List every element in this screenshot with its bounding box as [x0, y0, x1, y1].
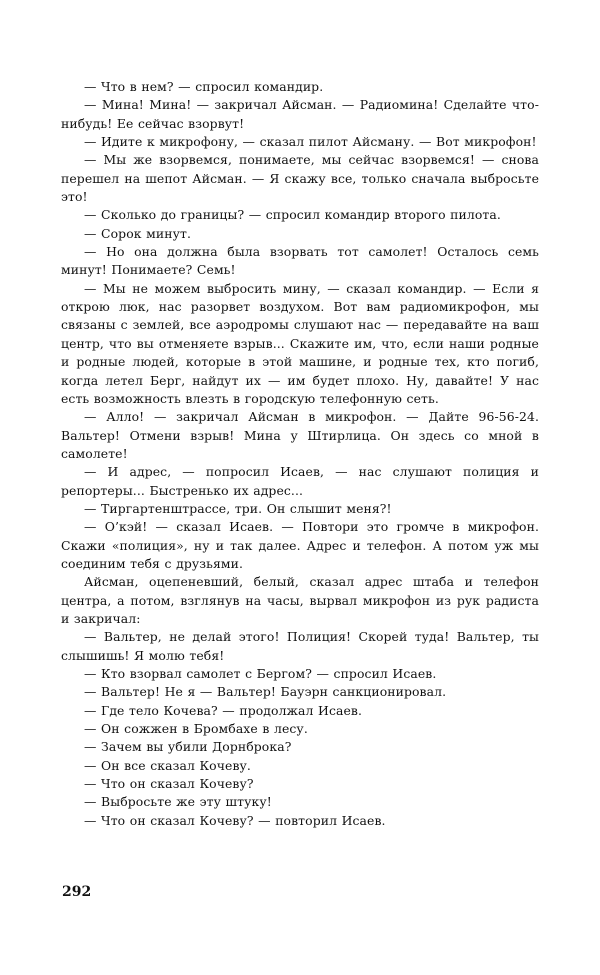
paragraph: — Что он сказал Кочеву?	[84, 776, 254, 792]
paragraph: — Выбросьте же эту штуку!	[84, 794, 272, 810]
page-number: 292	[62, 884, 92, 900]
paragraph: — Где тело Кочева? — продолжал Исаев.	[84, 702, 363, 718]
paragraph: — Он все сказал Кочеву.	[84, 757, 251, 773]
paragraph: — Зачем вы убили Дорнброка?	[84, 739, 292, 755]
paragraph: — Что в нем? — спросил командир.	[84, 79, 324, 94]
paragraph: Айсман, оцепеневший, белый, сказал адрес штаба и телефон центра, а потом, взглянув на часы, вырвал микрофон из рук радиста и закричал:	[61, 574, 539, 626]
book-page-text	[61, 78, 539, 830]
paragraph: — Алло! — закричал Айсман в микрофон. — Дайте 96-56-24. Вальтер! Отмени взрыв! Мина у Штирлица. Он здесь со мной в самолете!	[61, 409, 539, 461]
paragraph: — Мы не можем выбросить мину, — сказал командир. — Если я открою люк, нас разорвет воздухом. Вот вам радиомикрофон, мы связаны с землей, все аэродромы слушают нас — передавайте на ваш центр, что вы отменяете взрыв... Скажите им, что, если наши родные и родные людей, которые в этой машине, и родные тех, кто погиб, когда летел Берг, найдут их — им будет плохо. Ну, давайте! У нас есть возможность влезть в городскую телефонную сеть.	[61, 280, 539, 406]
paragraph: — Кто взорвал самолет с Бергом? — спросил Исаев.	[84, 666, 437, 681]
paragraph: — Мина! Мина! — закричал Айсман. — Радиомина! Сделайте что-нибудь! Ее сейчас взорвут!	[61, 97, 539, 131]
paragraph: — Мы же взорвемся, понимаете, мы сейчас взорвемся! — снова перешел на шепот Айсман. — Я скажу все, только сначала выбросьте это!	[61, 152, 539, 205]
paragraph: — Идите к микрофону, — сказал пилот Айсману. — Вот микрофон!	[84, 134, 537, 150]
paragraph: — Сколько до границы? — спросил командир второго пилота.	[84, 207, 501, 223]
paragraph: — Вальтер, не делай этого! Полиция! Скорей туда! Вальтер, ты слышишь! Я молю тебя!	[61, 629, 539, 663]
paragraph: — Сорок минут.	[84, 225, 191, 241]
paragraph: — О’кэй! — сказал Исаев. — Повтори это громче в микрофон. Скажи «полиция», ну и так далее. Адрес и телефон. А потом уж мы соединим тебя с друзьями.	[61, 519, 539, 571]
paragraph: — И адрес, — попросил Исаев, — нас слушают полиция и репортеры... Быстренько их адрес...	[61, 464, 539, 498]
paragraph: — Но она должна была взорвать тот самолет! Осталось семь минут! Понимаете? Семь!	[61, 244, 539, 278]
paragraph: — Что он сказал Кочеву? — повторил Исаев.	[84, 812, 386, 828]
paragraph: — Тиргартенштрассе, три. Он слышит меня?!	[84, 500, 392, 516]
paragraph: — Вальтер! Не я — Вальтер! Бауэрн санкционировал.	[84, 684, 447, 700]
paragraph: — Он сожжен в Бромбахе в лесу.	[84, 721, 308, 737]
